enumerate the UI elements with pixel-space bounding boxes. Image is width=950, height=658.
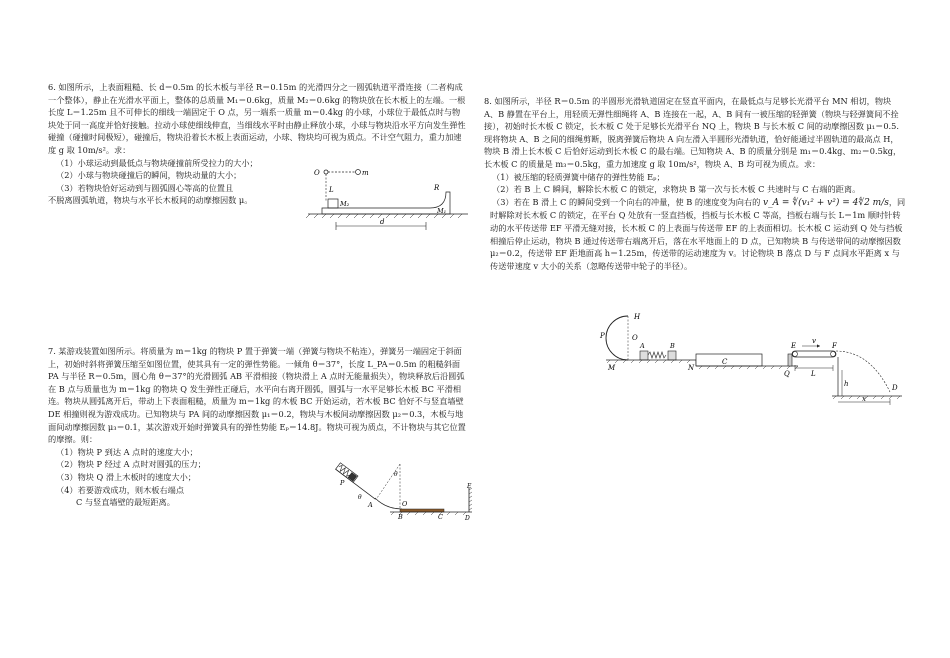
problem-6-number: 6. xyxy=(48,82,56,92)
problem-7-q2: （2）物块 P 经过 A 点时对圆弧的压力； xyxy=(56,459,206,470)
problem-8-q3-rest: 时解除对长木板 C 的锁定，在平台 Q 处放有一竖直挡板，挡板与长木板 C 等高，挡板右端与长 L＝1m 顺时针转动的水平传送带 EF 平滑无缝对接，长木板 C 的上表面与传送带 EF 的上表面相切。长木板 C 运动到 Q 处与挡板相撞后停止运动，物块 B 通过传送带右端离开后，落在水平地面上的 D 点，已知物块 B 与传送带间的动摩擦因数 μ₂＝0.2，传送带 EF 距地面高 h＝1.25m，传送带的运动速度为 v。讨论物块 B 落点 D 与 F 点间水平距离 x 与传送带速度 v 大小的关系（忽略传送带中轮子的半径）。 xyxy=(490,210,903,271)
label-F: F xyxy=(832,342,837,350)
problem-7-figure xyxy=(320,452,480,524)
problem-6-stem xyxy=(48,81,468,157)
label-E: E xyxy=(791,342,797,350)
label-R: R xyxy=(434,184,440,192)
problem-8-stem xyxy=(484,95,906,171)
problem-8 xyxy=(484,95,906,272)
problem-7-q1: （1）物块 P 到达 A 点时的速度大小； xyxy=(56,446,198,457)
problem-7-number: 7. xyxy=(48,346,56,356)
label-O: O xyxy=(632,334,638,342)
label-L: L xyxy=(811,370,816,378)
label-D: D xyxy=(892,384,898,392)
label-M2: M₂ xyxy=(340,200,350,208)
platform-MN-hatch xyxy=(607,360,690,363)
label-D: D xyxy=(465,515,470,522)
problem-8-q3-comma: ，同 xyxy=(888,196,906,207)
pivot-point xyxy=(324,170,328,174)
arc-AB xyxy=(375,498,402,509)
label-N: N xyxy=(688,364,695,372)
label-M: M xyxy=(608,364,616,372)
ball-m xyxy=(356,170,361,175)
label-Q: Q xyxy=(784,370,790,378)
label-x: x xyxy=(862,395,866,403)
belt-velocity-arrowhead xyxy=(817,344,820,347)
plank-C xyxy=(696,354,762,366)
label-E: E xyxy=(467,483,472,490)
label-B: B xyxy=(670,342,675,350)
label-B: B xyxy=(398,513,403,521)
block-M2 xyxy=(328,199,338,208)
problem-8-q3 xyxy=(484,196,906,210)
problem-8-q2: （2）若 B 上 C 瞬间，解除长木板 C 的锁定，求物块 B 第一次与长木板 C 共速时与 C 右端的距离。 xyxy=(492,184,861,195)
block-A xyxy=(640,351,648,360)
conveyor-wheel-left xyxy=(793,352,798,357)
problem-8-q1: （1）被压缩的轻质弹簧中储存的弹性势能 Eₚ； xyxy=(492,171,665,182)
baffle-Q xyxy=(788,354,792,366)
problem-6-text: 如图所示，上表面粗糙、长 d＝0.5m 的长木板与半径 R＝0.15m 的光滑四分之一圆弧轨道平滑连接（二者构成一个整体），静止在光滑水平面上，整体的总质量 M₁＝0.6kg，质量 M₂＝0.6kg 的物块放在长木板上的左端。一根长度 L＝1.25m 且不可伸长的细线一端固定于 O 点，另一端系一质量 m＝0.4kg 的小球，小球位于最低点时与物块处于同一高度并恰好接触。拉动小球使细线伸直，当细线水平时由静止释放小球，小球与物块沿水平方向发生弹性碰撞（碰撞时间极短），碰撞后，物块沿着长木板上表面运动，小球、物块均可视为质点。不计空气阻力，重力加速度 g 取 10m/s²。求： xyxy=(48,82,466,155)
problem-7-q3: （3）物块 Q 滑上木板时的速度大小； xyxy=(56,471,196,482)
conveyor-wheel-right xyxy=(831,352,836,357)
problem-7-q4: （4）若要游戏成功，则木板右端点 xyxy=(56,484,185,495)
problem-7-text: 某游戏装置如图所示。将质量为 m＝1kg 的物块 P 置于弹簧一端（弹簧与物块不粘连），弹簧另一端固定于斜面上，初始时斜将弹簧压缩至如图位置，使其具有一定的弹性势能。一倾角 θ＝37°，长度 L_PA＝0.5m 的粗糙斜面 PA 与半径 R＝0.5m，圆心角 θ＝37°的光滑圆弧 AB 平滑相接（物块滑上 A 点时无能量损失），物块释放后沿圆弧在 B 点与质量也为 m＝1kg 的物块 Q 发生弹性正碰后，水平向右离开圆弧，圆弧与一水平足够长木板 BC 平滑相连。物块从圆弧离开后，带动上下表面粗糙，质量为 m＝1kg 的木板 BC 开始运动，若木板 BC 恰好不与竖直墙壁 DE 相撞则视为游戏成功。已知物块与 PA 间的动摩擦因数 μ₁＝0.2，物块与木板间动摩擦因数 μ₂＝0.3，木板与地面间动摩擦因数 μ₃＝0.1，某次游戏开始时弹簧具有的弹性势能 Eₚ＝14.8J。物块可视为质点，不计物块与其它位置的摩擦。则： xyxy=(48,346,466,445)
semicircle-track xyxy=(606,316,628,360)
problem-8-number: 8. xyxy=(484,96,492,106)
label-P: P xyxy=(340,479,345,487)
spring xyxy=(648,352,666,358)
problem-6-figure xyxy=(300,162,472,238)
ground-hatch xyxy=(833,396,900,399)
problem-8-text: 如图所示，半径 R＝0.5m 的半圆形光滑轨道固定在竖直平面内，在最低点与足够长光滑平台 MN 相切，物块 A、B 静置在平台上，用轻质无弹性细绳将 A、B 连接在一起，A、B 间有一被压缩的轻弹簧（物块与轻弹簧间不拴接），初始时长木板 C 锁定，长木板 C 处于足够长光滑平台 NQ 上，物块 B 与长木板 C 间的动摩擦因数 μ₁＝0.5.现将物块 A、B 之间的细绳剪断，脱离弹簧后物块 A 向左滑入半圆形光滑轨道，恰好能通过半圆轨道的最高点 H，物块 B 滑上长木板 C 后恰好运动到长木板 C 的最右端。已知物块 A、B 的质量分别是 m₁＝0.4kg、m₂＝0.5kg，长木板 C 的质量是 m₃＝0.5kg，重力加速度 g 取 10m/s²，物块 A、B 均可视为质点。求： xyxy=(484,96,902,169)
block-B xyxy=(668,351,676,360)
radius-OA xyxy=(377,464,400,498)
problem-7-q4-cont: C 与竖直墙壁的最短距离。 xyxy=(76,497,175,508)
label-O: O xyxy=(314,169,320,177)
label-L: L xyxy=(329,186,334,194)
label-A: A xyxy=(640,342,645,350)
spring-tube xyxy=(336,463,358,483)
label-C: C xyxy=(722,358,728,366)
label-H: H xyxy=(634,313,641,321)
label-A: A xyxy=(368,501,373,509)
problem-8-q3-lead: （3）若在 B 滑上 C 的瞬间受到一个向右的冲量，使 B 的速度变为向右的 xyxy=(492,196,761,207)
problem-7-stem xyxy=(48,345,468,446)
problem-6-q1: （1）小球运动到最低点与物块碰撞前所受拉力的大小； xyxy=(56,157,258,168)
conveyor-belt xyxy=(792,351,836,357)
label-C: C xyxy=(438,513,443,521)
label-theta-2: θ xyxy=(394,471,398,478)
problem-6-q3: （3）若物块恰好运动到与圆弧圆心等高的位置且 xyxy=(56,182,234,193)
wall-hatch xyxy=(469,488,472,510)
plank-BC xyxy=(400,509,444,512)
problem-6-q2: （2）小球与物块碰撞后的瞬间，物块动量的大小； xyxy=(56,170,242,181)
problem-6-q3-cont: 不脱离圆弧轨道，物块与水平长木板间的动摩擦因数 μ。 xyxy=(48,195,253,206)
label-P: P xyxy=(600,332,605,340)
label-h: h xyxy=(844,380,849,388)
platform-NQ-hatch xyxy=(699,366,798,369)
label-M1: M₁ xyxy=(437,207,447,215)
label-v: v xyxy=(812,337,816,345)
label-O: O xyxy=(402,500,408,508)
label-m: m xyxy=(362,169,369,177)
label-d: d xyxy=(380,218,385,226)
problem-8-figure xyxy=(598,310,910,406)
velocity-formula: v_A = ∜(v₁² + v²) = 4∜2 m/s xyxy=(762,197,889,208)
label-theta-1: θ xyxy=(358,494,362,501)
